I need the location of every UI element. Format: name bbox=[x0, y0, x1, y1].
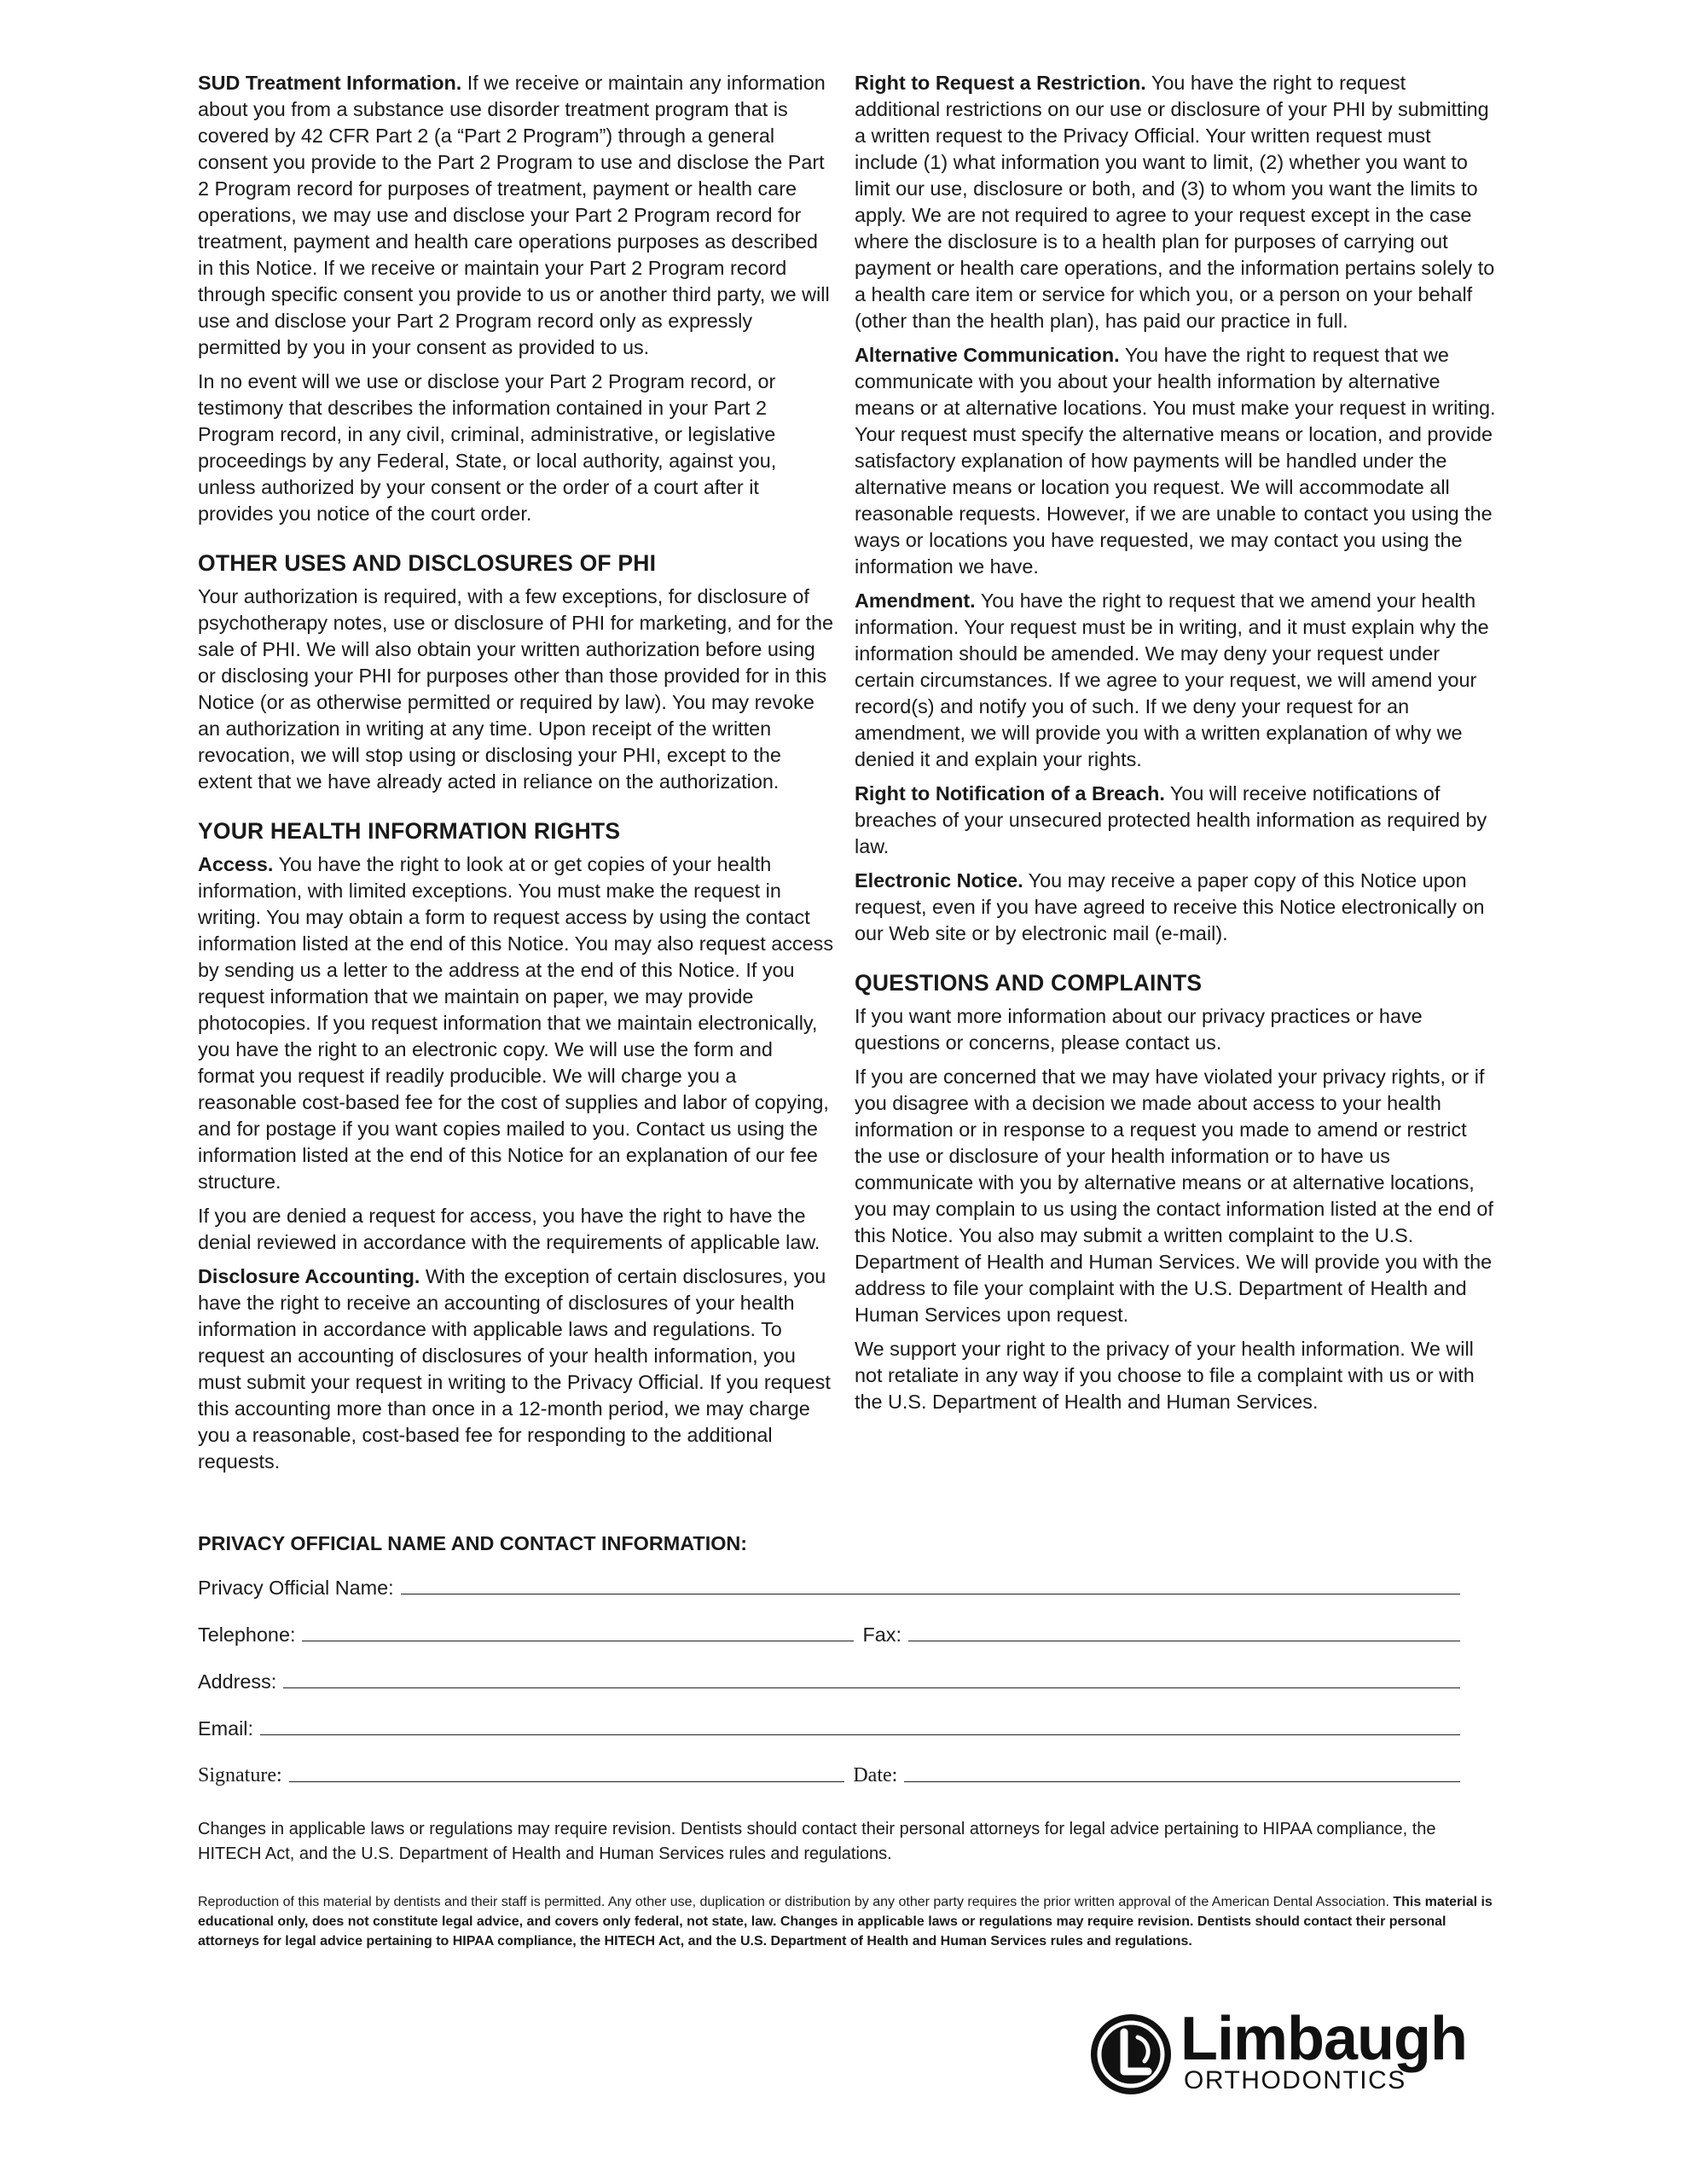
right-column bbox=[855, 70, 1496, 1423]
privacy-official-name-row bbox=[198, 1571, 1460, 1600]
access-heading: Access. bbox=[198, 853, 274, 875]
questions-heading: QUESTIONS AND COMPLAINTS bbox=[855, 970, 1203, 996]
logo-mark-icon bbox=[1088, 2012, 1174, 2097]
contact-form-heading: PRIVACY OFFICIAL NAME AND CONTACT INFORMATION: bbox=[198, 1532, 748, 1554]
electronic-notice-text: You may receive a paper copy of this Notice upon request, even if you have agreed to receive this Notice electronically on our Web site or by electronic mail (e-mail). bbox=[855, 869, 1485, 944]
reproduction-notice bbox=[198, 1892, 1494, 1951]
reproduction-text: Reproduction of this material by dentists and their staff is permitted. Any other use, duplication or distribution by any other party requires the prior written approval of the American Dental Association. bbox=[198, 1895, 1394, 1909]
email-row bbox=[198, 1711, 1460, 1740]
alternative-communication-paragraph bbox=[855, 342, 1496, 580]
telephone-label: Telephone: bbox=[198, 1623, 296, 1646]
other-uses-paragraph: Your authorization is required, with a few exceptions, for disclosure of psychotherapy notes, use or disclosure of PHI for marketing, and for the sale of PHI. We will also obtain your written authorization before using or disclosing your PHI for purposes other than those provided for in this Notice (or as otherwise permitted or required by law). You may revoke an authorization in writing at any time. Upon receipt of the written revocation, we will stop using or disclosing your PHI, except to the extent that we have already acted in reliance on the authorization. bbox=[198, 585, 833, 793]
denied-paragraph: If you are denied a request for access, you have the right to have the denial reviewed in accordance with the requirements of applicable law. bbox=[198, 1205, 820, 1253]
logo-subtitle: ORTHODONTICS bbox=[1184, 2066, 1406, 2094]
telephone-field[interactable] bbox=[302, 1640, 854, 1641]
sud-text: If we receive or maintain any information about you from a substance use disorder treatment program that is covered by 42 CFR Part 2 (a “Part 2 Program”) through a general consent you provide to the Part 2 Program to use and disclose the Part 2 Program record for purposes of treatment, payment or health care operations, we may use and disclose your Part 2 Program record for treatment, payment and health care operations purposes as described in this Notice. If we receive or maintain your Part 2 Program record through specific consent you provide to us or another third party, we will use and disclose your Part 2 Program record only as expressly permitted by you in your consent as provided to us. bbox=[198, 72, 830, 358]
amendment-paragraph bbox=[855, 588, 1496, 773]
questions-paragraph-2: If you are concerned that we may have violated your privacy rights, or if you disagree with a decision we made about access to your health information or in response to a request you made to amend or restrict the use or disclosure of your health information or to have us communicate with you by alternative means or at alternative locations, you may complain to us using the contact information listed at the end of this Notice. You also may submit a written complaint to the U.S. Department of Health and Human Services. We will provide you with the address to file your complaint with the U.S. Department of Health and Human Services upon request. bbox=[855, 1066, 1493, 1326]
breach-heading: Right to Notification of a Breach. bbox=[855, 782, 1165, 804]
address-label: Address: bbox=[198, 1670, 277, 1693]
reproduction-bold-text: This material is educational only, does not constitute legal advice, and covers only federal, not state, law. Changes in applicable laws or regulations may require revision. Dentists should contact their personal attorneys for legal advice pertaining to HIPAA compliance, the HITECH Act, and the U.S. Department of Health and Human Services rules and regulations. bbox=[198, 1895, 1493, 1949]
access-paragraph bbox=[198, 851, 834, 1195]
access-text: You have the right to look at or get copies of your health information, with limited exceptions. You must make the request in writing. You may obtain a form to request access by using the contact information listed at the end of this Notice. You may also request access by sending us a letter to the address at the end of this Notice. If you request information that we maintain on paper, we may provide photocopies. If you request information that we maintain electronically, you have the right to an electronic copy. We will use the form and format you request if readily producible. We will charge you a reasonable cost-based fee for the cost of supplies and labor of copying, and for postage if you want copies mailed to you. Contact us using the information listed at the end of this Notice for an explanation of our fee structure. bbox=[198, 853, 834, 1193]
sud-heading: SUD Treatment Information. bbox=[198, 72, 462, 94]
rights-heading: YOUR HEALTH INFORMATION RIGHTS bbox=[198, 818, 621, 844]
privacy-official-name-label: Privacy Official Name: bbox=[198, 1577, 394, 1599]
date-label: Date: bbox=[853, 1764, 898, 1786]
restriction-text: You have the right to request additional restrictions on our use or disclosure of your PHI by submitting a written request to the Privacy Official. Your written request must include (1) what information you want to limit, (2) whether you want to limit our use, disclosure or both, and (3) to whom you want the limits to apply. We are not required to agree to your request except in the case where the disclosure is to a health plan for purposes of carrying out payment or health care operations, and the information pertains solely to a health care item or service for which you, or a person on your behalf (other than the health plan), has paid our practice in full. bbox=[855, 72, 1495, 332]
telephone-fax-row bbox=[198, 1618, 1460, 1647]
email-field[interactable] bbox=[260, 1734, 1460, 1735]
sud-paragraph-2: In no event will we use or disclose your Part 2 Program record, or testimony that describes the information contained in your Part 2 Program record, in any civil, criminal, administrative, or legislative proceedings by any Federal, State, or local authority, against you, unless authorized by your consent or the order of a court after it provides you notice of the court order. bbox=[198, 370, 777, 525]
signature-date-row bbox=[198, 1758, 1460, 1787]
privacy-contact-form bbox=[198, 1532, 1460, 1805]
other-uses-heading: OTHER USES AND DISCLOSURES OF PHI bbox=[198, 550, 657, 576]
alternative-communication-text: You have the right to request that we communicate with you about your health information by alternative means or at alternative locations. You must make your request in writing. Your request must specify the alternative means or location, and provide satisfactory explanation of how payments will be handled under the alternative means or location you request. We will accommodate all reasonable requests. However, if we are unable to contact you using the ways or locations you have requested, we may contact you using the information we have. bbox=[855, 344, 1496, 578]
electronic-notice-heading: Electronic Notice. bbox=[855, 869, 1023, 892]
fax-label: Fax: bbox=[862, 1623, 901, 1646]
left-column bbox=[198, 70, 834, 1483]
privacy-official-name-field[interactable] bbox=[401, 1593, 1460, 1594]
restriction-heading: Right to Request a Restriction. bbox=[855, 72, 1146, 94]
restriction-paragraph bbox=[855, 70, 1496, 334]
signature-field[interactable] bbox=[289, 1780, 845, 1782]
signature-label: Signature: bbox=[198, 1764, 282, 1786]
alternative-communication-heading: Alternative Communication. bbox=[855, 344, 1120, 366]
questions-paragraph-3: We support your right to the privacy of your health information. We will not retaliate in any way if you choose to file a complaint with us or with the U.S. Department of Health and Human Services. bbox=[855, 1338, 1475, 1413]
disclosure-text: With the exception of certain disclosures, you have the right to receive an accounting of disclosures of your health information in accordance with applicable laws and regulations. To request an accounting of disclosures of your health information, you must submit your request in writing to the Privacy Official. If you request this accounting more than once in a 12-month period, we may charge you a reasonable, cost-based fee for responding to the additional requests. bbox=[198, 1265, 831, 1472]
breach-text: You will receive notifications of breaches of your unsecured protected health information as required by law. bbox=[855, 782, 1487, 857]
limbaugh-logo bbox=[1088, 2007, 1498, 2100]
changes-note: Changes in applicable laws or regulations may require revision. Dentists should contact their personal attorneys for legal advice pertaining to HIPAA compliance, the HITECH Act, and the U.S. Department of Health and Human Services rules and regulations. bbox=[198, 1820, 1436, 1863]
address-row bbox=[198, 1664, 1460, 1693]
disclosure-paragraph bbox=[198, 1263, 834, 1475]
amendment-heading: Amendment. bbox=[855, 590, 976, 612]
breach-paragraph bbox=[855, 781, 1496, 860]
disclosure-heading: Disclosure Accounting. bbox=[198, 1265, 420, 1287]
address-field[interactable] bbox=[283, 1687, 1460, 1688]
email-label: Email: bbox=[198, 1717, 253, 1740]
logo-name: Limbaugh bbox=[1180, 2005, 1467, 2073]
date-field[interactable] bbox=[904, 1780, 1460, 1782]
questions-paragraph-1: If you want more information about our privacy practices or have questions or concerns, please contact us. bbox=[855, 1005, 1423, 1054]
amendment-text: You have the right to request that we amend your health information. Your request must be in writing, and it must explain why the information should be amended. We may deny your request under certain circumstances. If we agree to your request, we will amend your record(s) and notify you of such. If we deny your request for an amendment, we will provide you with a written explanation of why we denied it and explain your rights. bbox=[855, 590, 1489, 770]
fax-field[interactable] bbox=[908, 1640, 1460, 1641]
electronic-notice-paragraph bbox=[855, 868, 1496, 947]
sud-paragraph bbox=[198, 70, 834, 361]
